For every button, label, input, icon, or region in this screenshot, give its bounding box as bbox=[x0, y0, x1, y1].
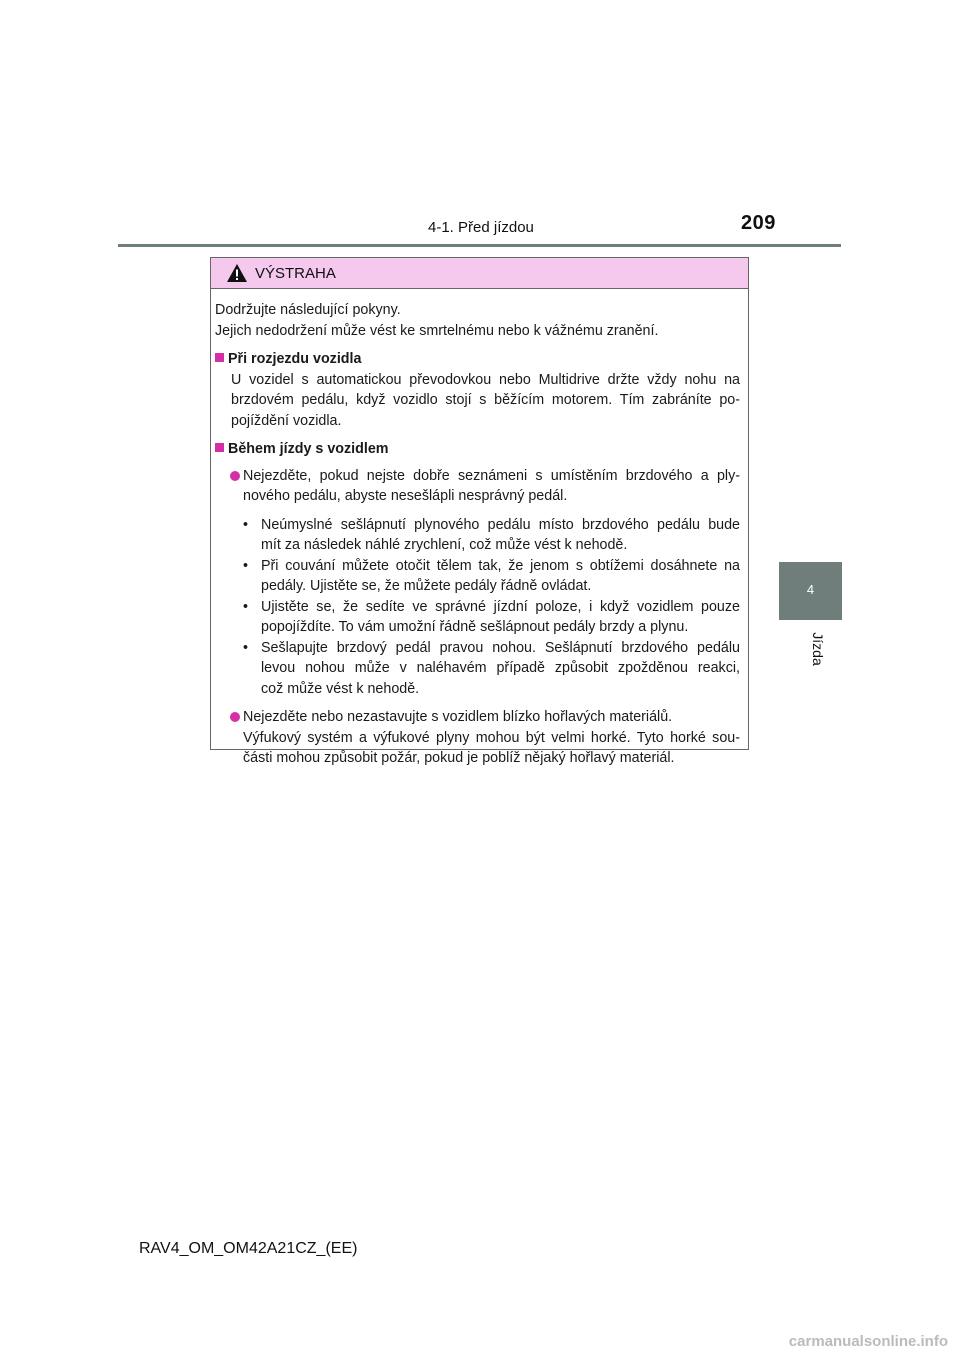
text-line: nového pedálu, abyste nesešlápli nesprávný pedál. bbox=[243, 488, 568, 504]
text-line: mít za následek náhlé zrychlení, což může vést k nehodě. bbox=[261, 537, 628, 553]
page-number: 209 bbox=[741, 212, 776, 234]
text-line: Výfukový systém a výfukové plyny mohou být velmi horké. Tyto horké sou- bbox=[243, 729, 740, 746]
text-line: Při couvání můžete otočit tělem tak, že jenom s obtížemi dosáhnete na bbox=[261, 557, 740, 574]
text-line: což může vést k nehodě. bbox=[261, 680, 420, 697]
section-text bbox=[215, 370, 740, 432]
text-line: Ujistěte se, že sedíte ve správné jízdní poloze, i když vozidlem pouze bbox=[261, 598, 740, 615]
chapter-label-text: Jízda bbox=[810, 632, 826, 666]
text-line: části mohou způsobit požár, pokud je poblíž nějaký hořlavý materiál. bbox=[243, 750, 675, 766]
page-header-section: 4-1. Před jízdou bbox=[428, 219, 534, 236]
sub-bullet: • bbox=[243, 516, 249, 533]
section-title: Při rozjezdu vozidla bbox=[228, 351, 362, 367]
section-title: Během jízdy s vozidlem bbox=[228, 441, 389, 457]
chapter-tab[interactable] bbox=[779, 562, 842, 620]
text-line: U vozidel s automatickou převodovkou nebo Multidrive držte vždy nohu na bbox=[231, 371, 740, 388]
chapter-label bbox=[799, 631, 826, 671]
list-item bbox=[215, 707, 740, 769]
text-line: Nejezděte, pokud nejste dobře seznámeni s umístěním brzdového a ply- bbox=[243, 467, 740, 484]
sub-list bbox=[215, 515, 740, 700]
document-code-footer: RAV4_OM_OM42A21CZ_(EE) bbox=[139, 1240, 358, 1257]
sub-list-item bbox=[215, 597, 740, 638]
square-bullet-icon bbox=[215, 443, 224, 452]
sub-bullet: • bbox=[243, 639, 249, 656]
sub-list-item bbox=[215, 556, 740, 597]
watermark: carmanualsonline.info bbox=[788, 1333, 948, 1350]
text-line: Nejezděte nebo nezastavujte s vozidlem blízko hořlavých materiálů. bbox=[243, 709, 673, 725]
square-bullet-icon bbox=[215, 353, 224, 362]
warning-triangle-icon bbox=[226, 263, 248, 283]
circle-bullet-icon bbox=[230, 471, 240, 481]
header-rule bbox=[118, 244, 841, 247]
circle-bullet-icon bbox=[230, 712, 240, 722]
warning-box bbox=[210, 257, 749, 766]
sub-bullet: • bbox=[243, 557, 249, 574]
text-line: levou nohou může v naléhavém případě způsobit zpožděnou reakci, bbox=[261, 660, 740, 676]
section-heading bbox=[215, 349, 740, 370]
sub-list-item bbox=[215, 638, 740, 700]
text-line: popojíždíte. To vám umožní řádně sešlápnout pedály brzdy a plynu. bbox=[261, 619, 689, 635]
text-line: brzdovém pedálu, když vozidlo stojí s běžícím motorem. Tím zabráníte po- bbox=[231, 392, 740, 408]
text-line: pedály. Ujistěte se, že můžete pedály řádně ovládat. bbox=[261, 578, 592, 594]
chapter-tab-number: 4 bbox=[806, 582, 815, 597]
list-item bbox=[215, 466, 740, 507]
section-heading bbox=[215, 439, 740, 460]
warning-title: VÝSTRAHA bbox=[255, 265, 336, 282]
warning-header bbox=[211, 258, 748, 289]
sub-bullet: • bbox=[243, 598, 249, 615]
text-line: Neúmyslné sešlápnutí plynového pedálu místo brzdového pedálu bude bbox=[261, 516, 740, 533]
text-line: pojíždění vozidla. bbox=[231, 412, 342, 429]
warning-intro-line: Dodržujte následující pokyny. bbox=[215, 302, 401, 318]
sub-list-item bbox=[215, 515, 740, 556]
warning-intro-line: Jejich nedodržení může vést ke smrtelnému nebo k vážnému zranění. bbox=[215, 322, 659, 339]
warning-body bbox=[215, 300, 740, 769]
text-line: Sešlapujte brzdový pedál pravou nohou. Sešlápnutí brzdového pedálu bbox=[261, 639, 740, 656]
